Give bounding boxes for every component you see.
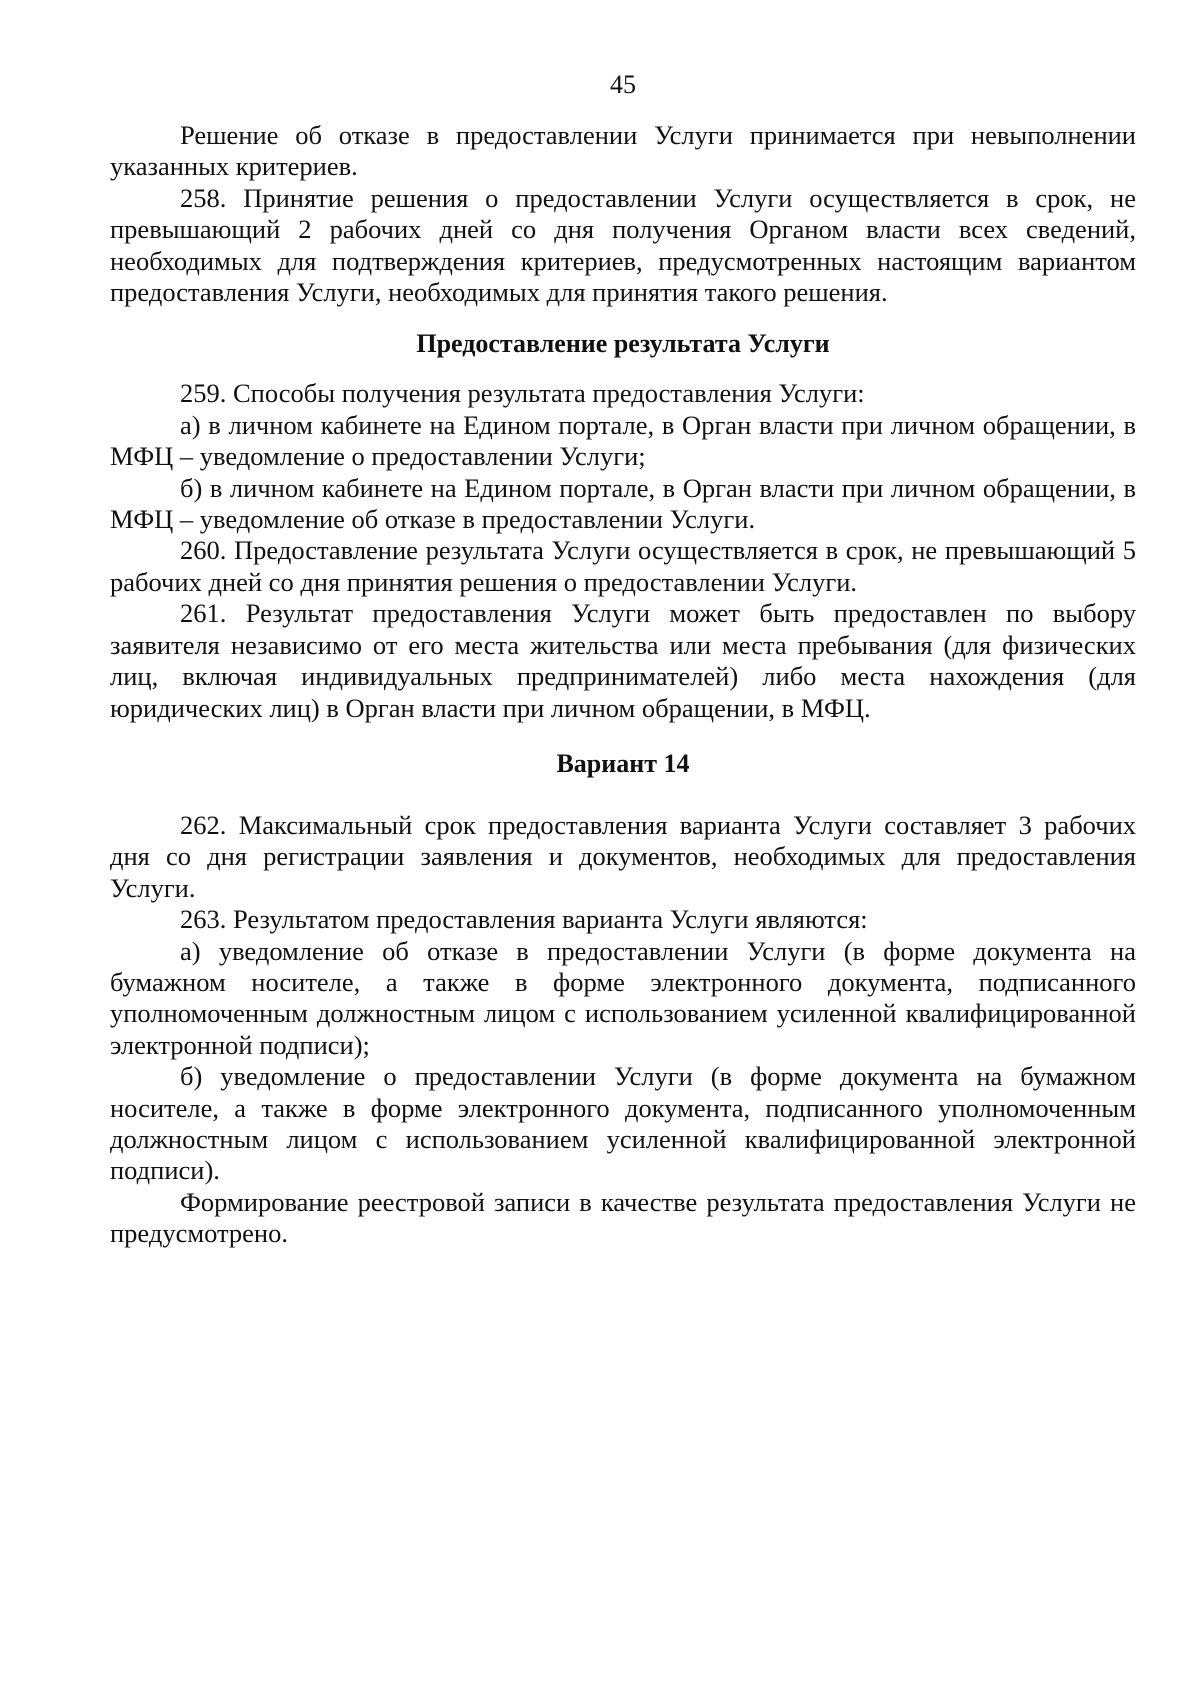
paragraph-263: 263. Результатом предоставления варианта Услуги являются: [180,904,868,935]
paragraph-260: 260. Предоставление результата Услуги осуществляется в срок, не превышающий 5 рабочих дней со дня принятия решения о предоставлении Услуги. [110,535,1136,597]
paragraph-261: 261. Результат предоставления Услуги может быть предоставлен по выбору заявителя независимо от его места жительства или места пребывания (для физических лиц, включая индивидуальных предпринимателей) либо места нахождения (для юридических лиц) в Орган власти при личном обращении, в МФЦ. [110,598,1136,723]
paragraph-262: 262. Максимальный срок предоставления варианта Услуги составляет 3 рабочих дня со дня регистрации заявления и документов, необходимых для предоставления Услуги. [110,809,1136,903]
page-number: 45 [610,70,636,99]
paragraph-259-a: а) в личном кабинете на Едином портале, в Орган власти при личном обращении, в МФЦ – уведомление о предоставлении Услуги; [110,409,1136,472]
paragraph-263-b: б) уведомление о предоставлении Услуги (в форме документа на бумажном носителе, а также в форме электронного документа, подписанного уполномоченным должностным лицом с использованием усиленной квалифицированной электронной подписи). [110,1061,1136,1186]
paragraph-rejection-decision: Решение об отказе в предоставлении Услуги принимается при невыполнении указанных критериев. [110,120,1136,182]
section-heading-result: Предоставление результата Услуги [416,329,830,359]
paragraph-263-a: а) уведомление об отказе в предоставлении Услуги (в форме документа на бумажном носителе, а также в форме электронного документа, подписанного уполномоченным должностным лицом с использованием усиленной квалифицированной электронной подписи); [110,935,1136,1060]
paragraph-registry-record: Формирование реестровой записи в качестве результата предоставления Услуги не предусмотрено. [110,1186,1136,1249]
paragraph-258: 258. Принятие решения о предоставлении Услуги осуществляется в срок, не превышающий 2 рабочих дней со дня получения Органом власти всех сведений, необходимых для подтверждения критериев, предусмотренных настоящим вариантом предоставления Услуги, необходимых для принятия такого решения. [110,182,1136,308]
document-page [110,68,1136,1250]
paragraph-259-b: б) в личном кабинете на Едином портале, в Орган власти при личном обращении, в МФЦ – уведомление об отказе в предоставлении Услуги. [110,472,1136,535]
section-heading-variant: Вариант 14 [556,748,690,778]
paragraph-259: 259. Способы получения результата предоставления Услуги: [180,378,865,409]
